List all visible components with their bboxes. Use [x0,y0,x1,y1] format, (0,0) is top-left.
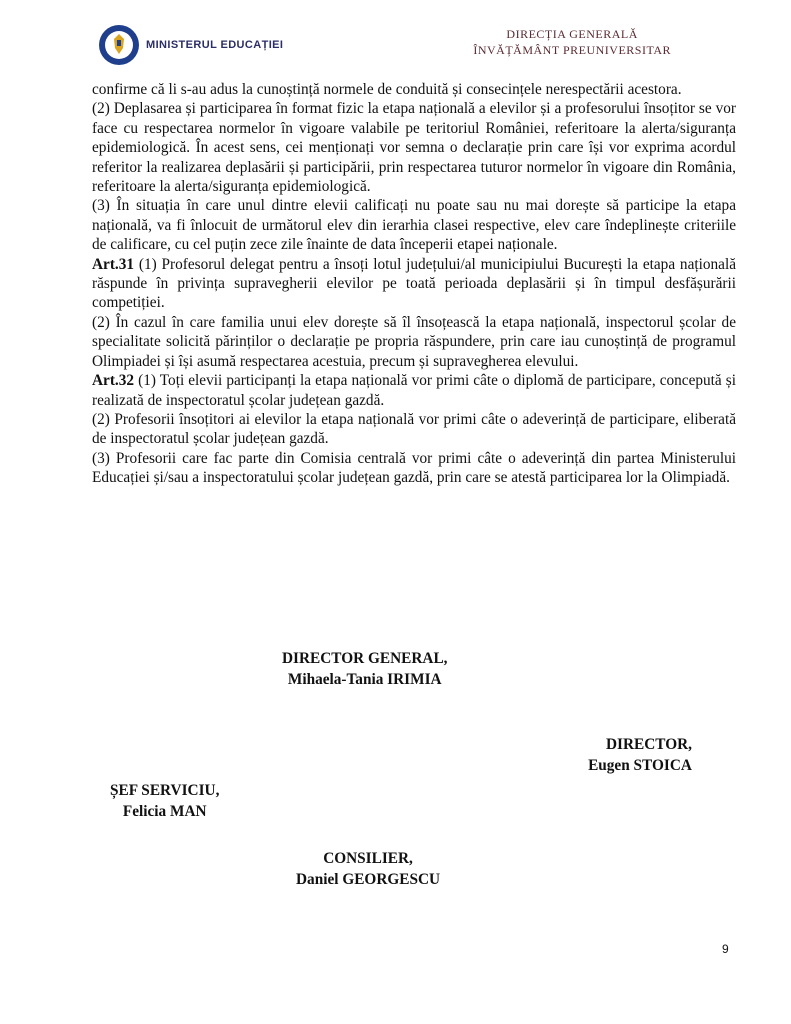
document-body [92,80,736,488]
signature-title: ȘEF SERVICIU, [110,782,220,799]
paragraph-text: (3) În situația în care unul dintre elevii calificați nu poate sau nu mai dorește să participe la etapa națională, va fi înlocuit de următorul elev din ierarhia clasei respective, elev care îndeplinește criteriile de calificare, cu cel puțin zece zile înainte de data începerii etapei naționale. [92,197,736,254]
romanian-government-seal-icon [98,24,140,66]
signature-title: DIRECTOR, [606,736,692,753]
paragraph-text: (3) Profesorii care fac parte din Comisia centrală vor primi câte o adeverință din partea Ministerului Educației și/sau a inspectoratului școlar județean gazdă, prin care se atestă participarea lor la Olimpiadă. [92,449,736,487]
article-label: Art.32 [92,372,135,390]
ministry-name: MINISTERUL EDUCAȚIEI [146,39,284,51]
paragraph [92,449,736,488]
paragraph [92,80,736,99]
department-name [473,26,671,58]
signature-title: DIRECTOR GENERAL, [282,650,448,667]
signature-name: Mihaela-Tania IRIMIA [287,671,442,688]
page-number: 9 [722,942,729,956]
paragraph [92,371,736,410]
page-header [0,0,791,80]
article-label: Art.31 [92,255,135,273]
department-line-2: ÎNVĂȚĂMÂNT PREUNIVERSITAR [473,43,671,57]
signature-name: Eugen STOICA [588,757,692,774]
signature-name: Felicia MAN [122,803,207,820]
paragraph-text: (1) Toți elevii participanți la etapa națională vor primi câte o diplomă de participare, concepută și realizată de inspectoratul școlar județean gazdă. [92,372,736,409]
paragraph-text: (1) Profesorul delegat pentru a însoți lotul județului/al municipiului București la etapa națională răspunde în privința supravegherii elevilor pe toată perioada deplasării și în timpul desfășurării competiției. [92,255,736,312]
ministry-logo [98,24,283,66]
paragraph [92,255,736,313]
paragraph-text: (2) Profesorii însoțitori ai elevilor la etapa națională vor primi câte o adeverință de participare, eliberată de inspectoratul școlar județean gazdă. [92,410,736,448]
paragraph-text: confirme că li s-au adus la cunoștință normele de conduită și consecințele nerespectării acestora. [92,81,682,98]
paragraph [92,99,736,196]
paragraph [92,410,736,449]
signature-consilier [296,848,440,890]
department-line-1: DIRECȚIA GENERALĂ [506,27,638,41]
paragraph-text: (2) Deplasarea și participarea în format fizic la etapa națională a elevilor și a profesorului însoțitor se vor face cu respectarea normelor în vigoare valabile pe teritoriul României, referitoare la alerta/siguranța epidemiologică. În acest sens, cei menționați vor semna o declarație prin care își vor exprima acordul referitor la realizarea deplasării și participării, prin respectarea tuturor normelor în vigoare din România, referitoare la alerta/siguranța epidemiologică. [92,100,736,196]
signature-sef-serviciu [110,780,219,822]
paragraph [92,313,736,371]
signature-name: Daniel GEORGESCU [296,871,441,888]
signature-title: CONSILIER, [323,850,413,867]
paragraph [92,196,736,254]
signature-director [588,734,692,776]
paragraph-text: (2) În cazul în care familia unui elev dorește să îl însoțească la etapa națională, inspectorul școlar de specialitate solicită părinților o declarație pe propria răspundere, prin care iau cunoștință de programul Olimpiadei și își asumă respectarea acestuia, precum și supravegherea elevului. [92,313,736,370]
signature-director-general [282,648,447,690]
